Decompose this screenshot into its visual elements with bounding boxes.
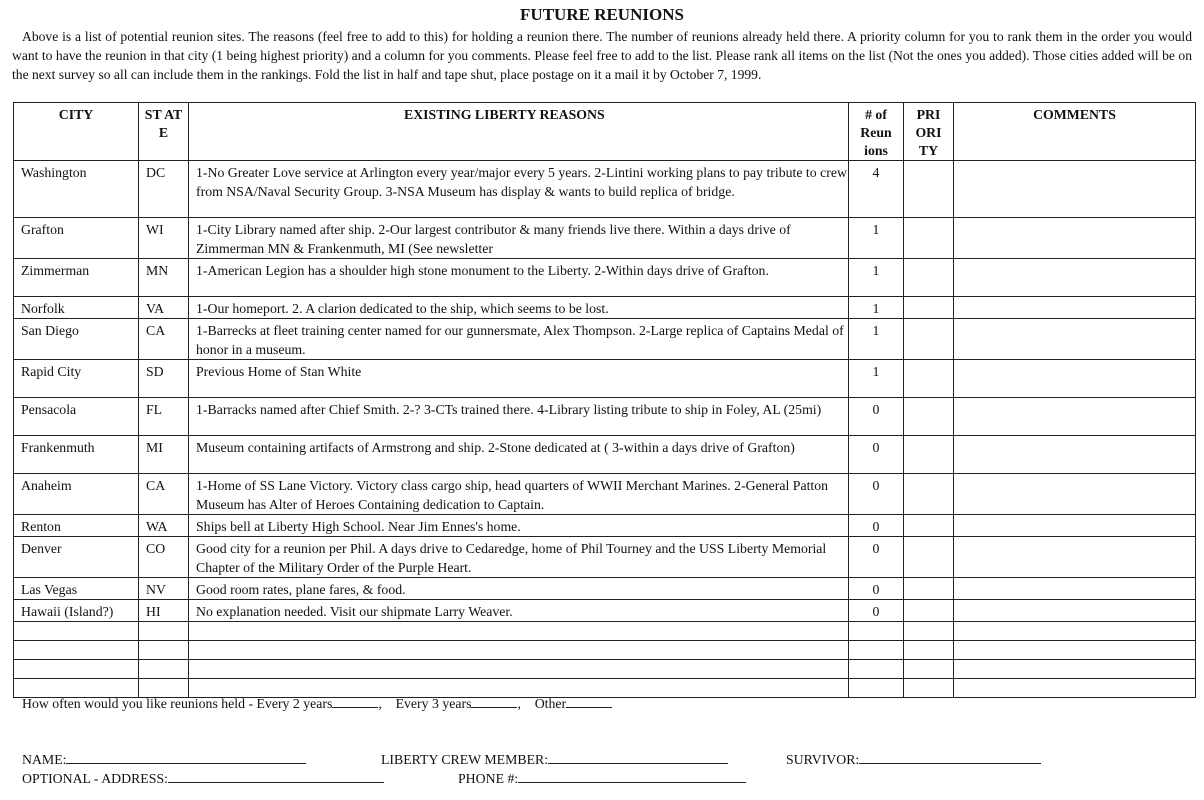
city-cell: Norfolk: [14, 297, 139, 319]
phone-field: [458, 769, 746, 787]
intro-paragraph: Above is a list of potential reunion sites. The reasons (feel free to add to this) for holding a reunion there. The number of reunions already held there. A priority column for you to rank them in the order you would want to have the reunion in that city (1 being highest priority) and a column for you comments. Please feel free to add to the list. Please rank all items on the list (Not the ones you added). Those cities added will be on the next survey so all can include them in the rankings. Fold the list in half and tape shut, place postage on it a mail it by October 7, 1999.: [12, 29, 1192, 82]
phone-label: PHONE #:: [458, 771, 519, 786]
reasons-cell: Good room rates, plane fares, & food.: [189, 578, 849, 600]
reunion-count-cell: 1: [849, 319, 904, 360]
table-row: [14, 436, 1196, 474]
priority-cell[interactable]: [904, 436, 954, 474]
city-cell: Las Vegas: [14, 578, 139, 600]
city-cell: Anaheim: [14, 474, 139, 515]
survivor-field: [786, 750, 1041, 768]
table-row: [14, 360, 1196, 398]
empty-cell[interactable]: [14, 660, 139, 679]
comments-cell[interactable]: [954, 319, 1196, 360]
state-cell: MN: [139, 259, 189, 297]
crew-member-field: [381, 750, 728, 768]
survivor-label: SURVIVOR:: [786, 752, 860, 767]
city-column-header: CITY: [14, 103, 139, 161]
state-cell: WA: [139, 515, 189, 537]
state-cell: VA: [139, 297, 189, 319]
empty-cell[interactable]: [849, 622, 904, 641]
reasons-cell: Previous Home of Stan White: [189, 360, 849, 398]
priority-cell[interactable]: [904, 319, 954, 360]
address-blank[interactable]: [168, 769, 384, 783]
empty-cell[interactable]: [904, 679, 954, 698]
empty-cell[interactable]: [14, 622, 139, 641]
empty-cell[interactable]: [954, 622, 1196, 641]
comments-cell[interactable]: [954, 161, 1196, 218]
crew-member-label: LIBERTY CREW MEMBER:: [381, 752, 549, 767]
table-row: [14, 297, 1196, 319]
table-body: [14, 161, 1196, 698]
table-row: [14, 515, 1196, 537]
empty-cell[interactable]: [139, 622, 189, 641]
reunion-count-cell: 1: [849, 259, 904, 297]
priority-cell[interactable]: [904, 515, 954, 537]
comments-cell[interactable]: [954, 600, 1196, 622]
crew-member-blank[interactable]: [548, 750, 728, 764]
reunion-count-cell: 4: [849, 161, 904, 218]
reasons-cell: 1-Our homeport. 2. A clarion dedicated to the ship, which seems to be lost.: [189, 297, 849, 319]
reasons-cell: 1-American Legion has a shoulder high stone monument to the Liberty. 2-Within days drive of Grafton.: [189, 259, 849, 297]
city-cell: Hawaii (Island?): [14, 600, 139, 622]
table-row: [14, 161, 1196, 218]
every-3-years-blank[interactable]: [471, 694, 517, 708]
reasons-cell: Good city for a reunion per Phil. A days drive to Cedaredge, home of Phil Tourney and the USS Liberty Memorial Chapter of the Military Order of the Purple Heart.: [189, 537, 849, 578]
priority-cell[interactable]: [904, 161, 954, 218]
state-cell: MI: [139, 436, 189, 474]
empty-cell[interactable]: [954, 641, 1196, 660]
reasons-cell: 1-Barracks named after Chief Smith. 2-? 3-CTs trained there. 4-Library listing tribute to ship in Foley, AL (25mi): [189, 398, 849, 436]
table-row: [14, 259, 1196, 297]
state-cell: FL: [139, 398, 189, 436]
survivor-blank[interactable]: [859, 750, 1041, 764]
table-row: [14, 474, 1196, 515]
reunion-count-cell: 1: [849, 218, 904, 259]
frequency-question: How often would you like reunions held - Every 2 years , Every 3 years , Other: [22, 694, 612, 712]
city-cell: Denver: [14, 537, 139, 578]
reunion-count-cell: 0: [849, 474, 904, 515]
comments-cell[interactable]: [954, 474, 1196, 515]
empty-cell[interactable]: [954, 660, 1196, 679]
state-cell: CA: [139, 319, 189, 360]
empty-cell[interactable]: [189, 660, 849, 679]
priority-cell[interactable]: [904, 218, 954, 259]
state-cell: WI: [139, 218, 189, 259]
state-cell: HI: [139, 600, 189, 622]
reasons-cell: 1-Home of SS Lane Victory. Victory class cargo ship, head quarters of WWII Merchant Marines. 2-General Patton Museum has Alter of Heroes Containing dedication to Captain.: [189, 474, 849, 515]
reunion-count-cell: 0: [849, 537, 904, 578]
state-column-header: ST AT E: [139, 103, 189, 161]
empty-cell[interactable]: [189, 622, 849, 641]
reunion-sites-table: [13, 102, 1196, 698]
comments-cell[interactable]: [954, 578, 1196, 600]
comments-cell[interactable]: [954, 218, 1196, 259]
empty-cell[interactable]: [904, 660, 954, 679]
empty-cell[interactable]: [14, 641, 139, 660]
priority-cell[interactable]: [904, 578, 954, 600]
comments-cell[interactable]: [954, 360, 1196, 398]
comments-cell[interactable]: [954, 515, 1196, 537]
empty-table-row[interactable]: [14, 641, 1196, 660]
priority-cell[interactable]: [904, 259, 954, 297]
every-2-years-blank[interactable]: [332, 694, 378, 708]
city-cell: Pensacola: [14, 398, 139, 436]
other-frequency-blank[interactable]: [566, 694, 612, 708]
comments-cell[interactable]: [954, 398, 1196, 436]
table-header-row: [14, 103, 1196, 161]
reasons-cell: No explanation needed. Visit our shipmate Larry Weaver.: [189, 600, 849, 622]
empty-cell[interactable]: [189, 641, 849, 660]
name-label: NAME:: [22, 752, 67, 767]
city-cell: Washington: [14, 161, 139, 218]
phone-blank[interactable]: [518, 769, 746, 783]
table-row: [14, 218, 1196, 259]
reunion-count-cell: 0: [849, 515, 904, 537]
empty-cell[interactable]: [904, 641, 954, 660]
reunion-count-cell: 0: [849, 600, 904, 622]
city-cell: Frankenmuth: [14, 436, 139, 474]
comments-cell[interactable]: [954, 537, 1196, 578]
comments-column-header: COMMENTS: [954, 103, 1196, 161]
reunion-count-cell: 0: [849, 436, 904, 474]
reasons-cell: Ships bell at Liberty High School. Near Jim Ennes's home.: [189, 515, 849, 537]
empty-cell[interactable]: [139, 641, 189, 660]
reunions-count-column-header: # of Reun ions: [849, 103, 904, 161]
address-label: OPTIONAL - ADDRESS:: [22, 771, 168, 786]
empty-table-row[interactable]: [14, 660, 1196, 679]
empty-cell[interactable]: [849, 641, 904, 660]
empty-cell[interactable]: [849, 660, 904, 679]
comments-cell[interactable]: [954, 259, 1196, 297]
name-field-row: [22, 750, 306, 768]
table-row: [14, 537, 1196, 578]
priority-cell[interactable]: [904, 537, 954, 578]
state-cell: CO: [139, 537, 189, 578]
reunion-count-cell: 1: [849, 360, 904, 398]
empty-cell[interactable]: [904, 622, 954, 641]
priority-cell[interactable]: [904, 297, 954, 319]
city-cell: Renton: [14, 515, 139, 537]
empty-table-row[interactable]: [14, 622, 1196, 641]
name-blank[interactable]: [66, 750, 306, 764]
priority-cell[interactable]: [904, 474, 954, 515]
priority-cell[interactable]: [904, 398, 954, 436]
priority-column-header: PRI ORI TY: [904, 103, 954, 161]
city-cell: Rapid City: [14, 360, 139, 398]
reasons-column-header: EXISTING LIBERTY REASONS: [189, 103, 849, 161]
reasons-cell: 1-City Library named after ship. 2-Our largest contributor & many friends live there. Within a days drive of Zimmerman MN & Frankenmuth, MI (See newsletter: [189, 218, 849, 259]
state-cell: SD: [139, 360, 189, 398]
table-row: [14, 600, 1196, 622]
city-cell: San Diego: [14, 319, 139, 360]
reunion-count-cell: 0: [849, 398, 904, 436]
reunion-count-cell: 0: [849, 578, 904, 600]
table-row: [14, 578, 1196, 600]
reasons-cell: Museum containing artifacts of Armstrong and ship. 2-Stone dedicated at ( 3-within a days drive of Grafton): [189, 436, 849, 474]
table-row: [14, 398, 1196, 436]
state-cell: CA: [139, 474, 189, 515]
reasons-cell: 1-Barrecks at fleet training center named for our gunnersmate, Alex Thompson. 2-Large replica of Captains Medal of honor in a museum.: [189, 319, 849, 360]
address-field: [22, 769, 384, 787]
comments-cell[interactable]: [954, 297, 1196, 319]
priority-cell[interactable]: [904, 600, 954, 622]
reunion-count-cell: 1: [849, 297, 904, 319]
empty-cell[interactable]: [849, 679, 904, 698]
page-title: FUTURE REUNIONS: [520, 5, 684, 24]
comments-cell[interactable]: [954, 436, 1196, 474]
city-cell: Zimmerman: [14, 259, 139, 297]
empty-cell[interactable]: [139, 660, 189, 679]
priority-cell[interactable]: [904, 360, 954, 398]
reasons-cell: 1-No Greater Love service at Arlington every year/major every 5 years. 2-Lintini working plans to pay tribute to crew from NSA/Naval Security Group. 3-NSA Museum has display & wants to build replica of bridge.: [189, 161, 849, 218]
table-row: [14, 319, 1196, 360]
state-cell: NV: [139, 578, 189, 600]
city-cell: Grafton: [14, 218, 139, 259]
empty-cell[interactable]: [954, 679, 1196, 698]
state-cell: DC: [139, 161, 189, 218]
